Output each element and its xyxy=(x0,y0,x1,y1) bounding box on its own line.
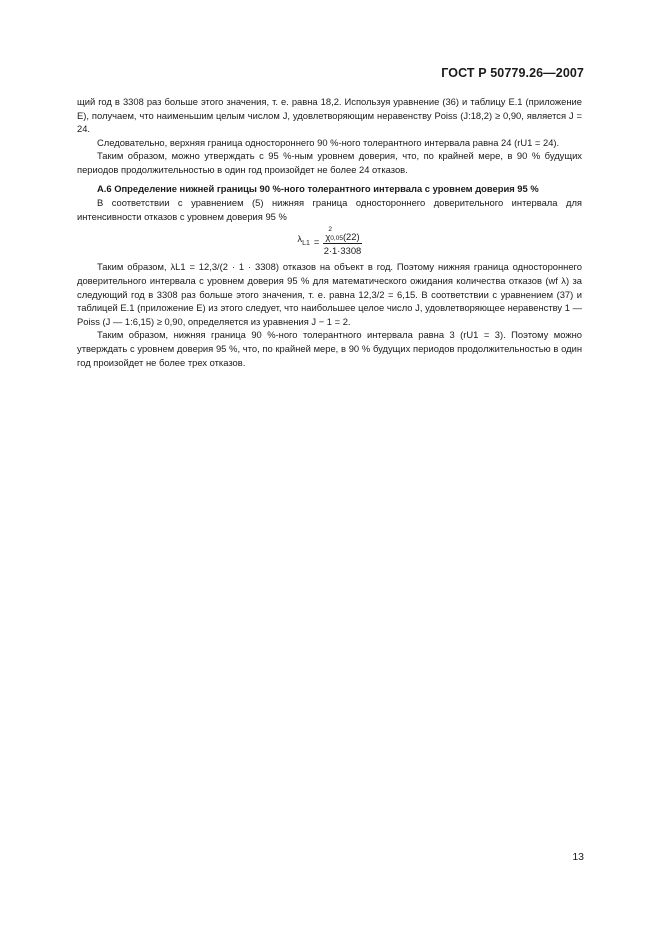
chi-superscript: 2 xyxy=(328,226,332,234)
formula-equals: = xyxy=(313,235,320,247)
page-number: 13 xyxy=(572,851,584,863)
chi-square-symbol xyxy=(325,226,343,242)
formula-fraction xyxy=(323,226,361,256)
paragraph-6: Таким образом, нижняя граница 90 %-ного толерантного интервала равна 3 (rU1 = 3). Поэтому можно утверждать с уровнем доверия 95 %, что, по крайней мере, в 90 % будущих периодов продолжительностью в один год произойдет не более трех отказов. xyxy=(77,329,582,368)
paragraph-3: Таким образом, можно утверждать с 95 %-ным уровнем доверия, что, по крайней мере, в 90 % будущих периодов продолжительностью в один год произойдет не более 24 отказов. xyxy=(77,150,582,175)
paragraph-2: Следовательно, верхняя граница одностороннего 90 %-ного толерантного интервала равна 24 (rU1 = 24). xyxy=(97,136,560,148)
paragraph-5: Таким образом, λL1 = 12,3/(2 · 1 · 3308) отказов на объект в год. Поэтому нижняя граница одностороннего доверительного интервала с уровнем доверия 95 % для математического ожидания количества отказов (wf λ) за следующий год в 3308 раз больше этого значения, т. е. равна 12,3/2 = 6,15. В соответствии с уравнением (37) и таблицей Е.1 (приложение Е) из этого следует, что наибольшее целое число J, удовлетворяющее неравенству 1 — Poiss (J — 1:6,15) ≥ 0,90, определяется из уравнения J − 1 = 2. xyxy=(77,261,582,327)
chi-subscript: 0,05 xyxy=(330,235,343,243)
document-body xyxy=(77,95,582,369)
paragraph-1: щий год в 3308 раз больше этого значения, т. е. равна 18,2. Используя уравнение (36) и таблицу Е.1 (приложение Е), получаем, что наименьшим целым числом J, удовлетворяющим неравенству Poiss (J:18,2) ≥ 0,90, является J = 24. xyxy=(77,96,582,135)
formula-numerator xyxy=(323,226,361,244)
chi-letter: χ xyxy=(325,231,331,243)
formula-denominator: 2·1·3308 xyxy=(323,245,362,257)
section-heading: А.6 Определение нижней границы 90 %-ного толерантного интервала с уровнем доверия 95 % xyxy=(97,182,539,194)
formula-lhs: $\lambda_{L1}$ xyxy=(297,233,310,248)
formula-lhs-subscript: L1 xyxy=(302,240,310,248)
standard-number: ГОСТ Р 50779.26—2007 xyxy=(441,66,584,80)
formula-lambda-l1 xyxy=(77,226,582,256)
chi-argument: (22) xyxy=(342,231,360,243)
paragraph-4: В соответствии с уравнением (5) нижняя граница одностороннего доверительного интервала для интенсивности отказов с уровнем доверия 95 % xyxy=(77,197,582,222)
